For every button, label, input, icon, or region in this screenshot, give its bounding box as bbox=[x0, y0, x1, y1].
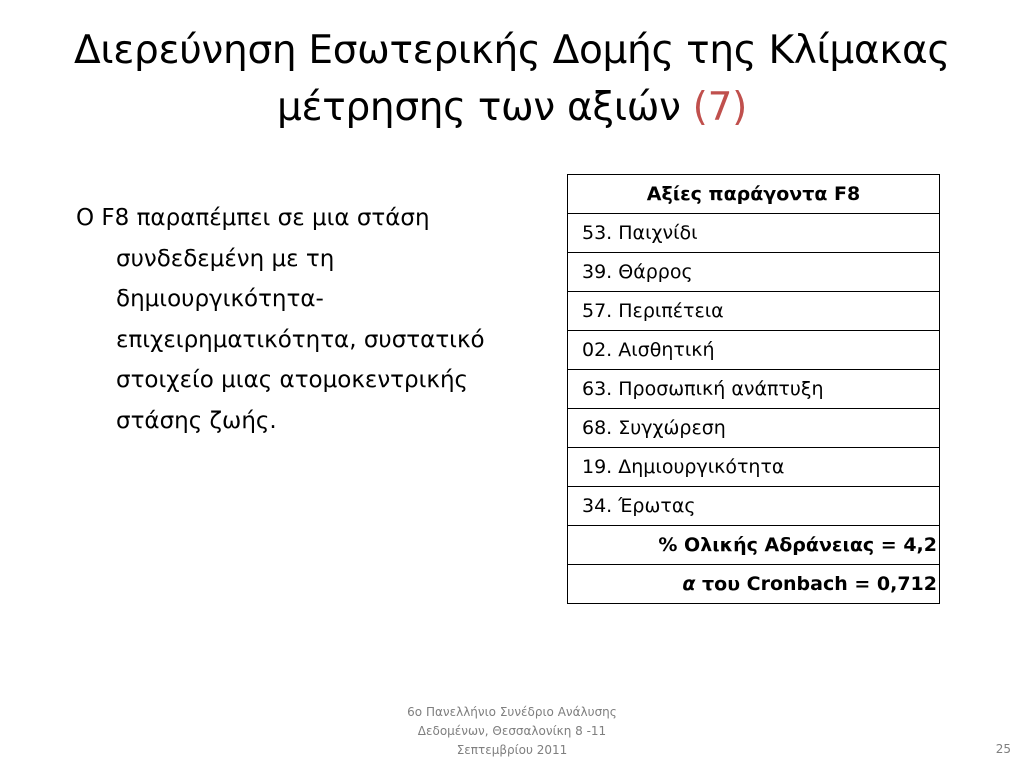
footer-line-3: Σεπτεμβρίου 2011 bbox=[456, 743, 568, 757]
table-row bbox=[568, 448, 940, 487]
table-row bbox=[568, 487, 940, 526]
table-cell: 63. Προσωπική ανάπτυξη bbox=[568, 370, 940, 409]
table-row bbox=[568, 331, 940, 370]
table-cell: 68. Συγχώρεση bbox=[568, 409, 940, 448]
table-header-row bbox=[568, 175, 940, 214]
title-line-2 bbox=[0, 79, 1024, 136]
table-row bbox=[568, 292, 940, 331]
cronbach-symbol: α bbox=[682, 573, 696, 595]
title-line-2-text: μέτρησης των αξιών bbox=[276, 85, 681, 130]
footer bbox=[362, 703, 662, 760]
table-row bbox=[568, 370, 940, 409]
table-row bbox=[568, 214, 940, 253]
table-header: Αξίες παράγοντα F8 bbox=[568, 175, 940, 214]
variance-cell: % Ολικής Αδράνειας = 4,2 bbox=[568, 526, 940, 565]
variance-row bbox=[568, 526, 940, 565]
slide-title bbox=[0, 22, 1024, 136]
table-cell: 34. Έρωτας bbox=[568, 487, 940, 526]
table-cell: 53. Παιχνίδι bbox=[568, 214, 940, 253]
cronbach-cell bbox=[568, 565, 940, 604]
cronbach-row bbox=[568, 565, 940, 604]
table-row bbox=[568, 409, 940, 448]
title-number: (7) bbox=[692, 85, 748, 130]
footer-line-1: 6ο Πανελλήνιο Συνέδριο Ανάλυσης bbox=[407, 705, 617, 719]
footer-line-2: Δεδομένων, Θεσσαλονίκη 8 -11 bbox=[417, 724, 607, 738]
cronbach-text: του Cronbach = 0,712 bbox=[695, 573, 937, 595]
table-cell: 02. Αισθητική bbox=[568, 331, 940, 370]
table-cell: 57. Περιπέτεια bbox=[568, 292, 940, 331]
values-table bbox=[567, 174, 940, 604]
table-cell: 19. Δημιουργικότητα bbox=[568, 448, 940, 487]
table-cell: 39. Θάρρος bbox=[568, 253, 940, 292]
title-line-1: Διερεύνηση Εσωτερικής Δομής της Κλίμακας bbox=[73, 28, 950, 73]
table-row bbox=[568, 253, 940, 292]
page-number: 25 bbox=[995, 742, 1011, 756]
bullet-text: Ο F8 παραπέμπει σε μια στάση συνδεδεμένη με τη δημιουργικότητα-επιχειρηματικότητα, συστατικό στοιχείο μιας ατομοκεντρικής στάσης ζωής. bbox=[76, 205, 485, 434]
